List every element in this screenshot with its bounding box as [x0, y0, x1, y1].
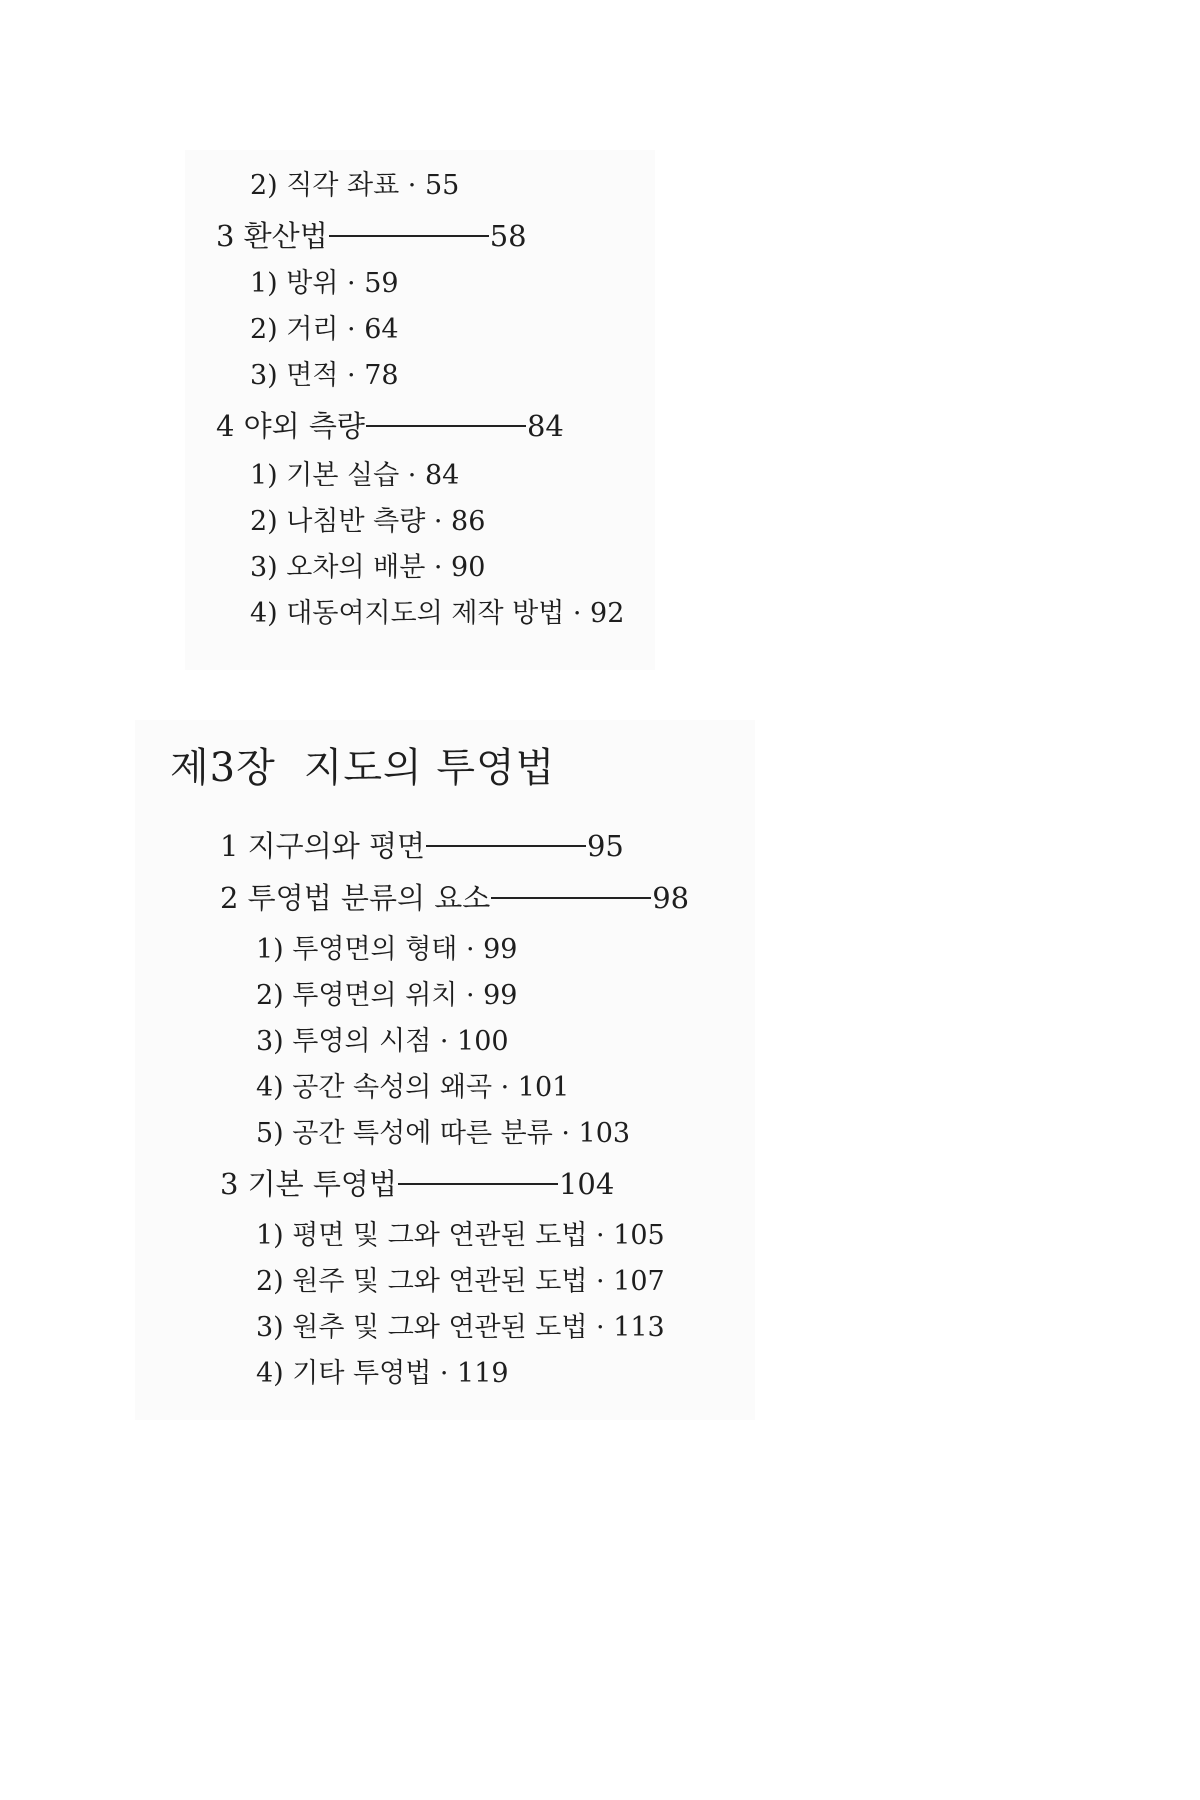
toc-sub-label: 1) 투영면의 형태 · 99 — [256, 934, 518, 965]
toc-section-page: 58 — [489, 219, 527, 253]
toc-sub-entry — [250, 462, 459, 489]
chapter-number: 제3장 — [170, 745, 276, 791]
toc-sub-entry — [250, 600, 624, 627]
toc-sub-entry — [256, 982, 517, 1009]
toc-section-label: 4 야외 측량 — [216, 409, 365, 443]
toc-section-page: 84 — [526, 409, 564, 443]
toc-sub-label: 2) 원주 및 그와 연관된 도법 · 107 — [256, 1266, 665, 1297]
toc-section-entry — [220, 881, 690, 915]
toc-sub-entry — [256, 936, 517, 963]
toc-sub-label: 3) 투영의 시점 · 100 — [256, 1026, 509, 1057]
toc-sub-entry — [250, 270, 399, 297]
chapter-heading — [170, 745, 556, 791]
toc-sub-label: 3) 면적 · 78 — [250, 360, 399, 391]
toc-section-entry — [220, 1167, 615, 1201]
toc-section-entry — [216, 219, 527, 253]
toc-sub-entry — [256, 1074, 569, 1101]
toc-sub-label: 2) 직각 좌표 · 55 — [250, 170, 460, 201]
toc-section-label: 3 기본 투영법 — [220, 1167, 397, 1201]
leader-line — [366, 425, 526, 427]
toc-sub-label: 4) 공간 속성의 왜곡 · 101 — [256, 1072, 570, 1103]
toc-sub-entry — [256, 1314, 665, 1341]
toc-section-entry — [220, 829, 624, 863]
chapter-title: 지도의 투영법 — [303, 745, 556, 791]
leader-line — [329, 235, 489, 237]
toc-sub-entry — [256, 1028, 509, 1055]
toc-sub-label: 5) 공간 특성에 따른 분류 · 103 — [256, 1118, 631, 1149]
toc-section-label: 2 투영법 분류의 요소 — [220, 881, 491, 915]
toc-sub-label: 2) 나침반 측량 · 86 — [250, 506, 486, 537]
toc-section-page: 95 — [586, 829, 624, 863]
toc-section-label: 1 지구의와 평면 — [220, 829, 425, 863]
toc-sub-label: 3) 원추 및 그와 연관된 도법 · 113 — [256, 1312, 665, 1343]
toc-sub-entry — [250, 172, 459, 199]
toc-sub-entry — [250, 508, 485, 535]
toc-sub-entry — [250, 316, 399, 343]
toc-section-page: 104 — [558, 1167, 615, 1201]
toc-sub-label: 1) 기본 실습 · 84 — [250, 460, 460, 491]
toc-sub-label: 2) 거리 · 64 — [250, 314, 399, 345]
toc-section-label: 3 환산법 — [216, 219, 328, 253]
leader-line — [398, 1183, 558, 1185]
toc-sub-label: 4) 기타 투영법 · 119 — [256, 1358, 509, 1389]
toc-sub-label: 1) 방위 · 59 — [250, 268, 399, 299]
toc-sub-entry — [250, 554, 485, 581]
toc-sub-entry — [256, 1120, 630, 1147]
toc-sub-entry — [256, 1360, 509, 1387]
toc-section-entry — [216, 409, 564, 443]
toc-sub-label: 4) 대동여지도의 제작 방법 · 92 — [250, 598, 625, 629]
toc-sub-label: 2) 투영면의 위치 · 99 — [256, 980, 518, 1011]
leader-line — [491, 897, 651, 899]
toc-sub-label: 3) 오차의 배분 · 90 — [250, 552, 486, 583]
leader-line — [426, 845, 586, 847]
toc-sub-label: 1) 평면 및 그와 연관된 도법 · 105 — [256, 1220, 665, 1251]
toc-sub-entry — [256, 1268, 665, 1295]
toc-sub-entry — [250, 362, 399, 389]
toc-sub-entry — [256, 1222, 665, 1249]
toc-section-page: 98 — [652, 881, 690, 915]
